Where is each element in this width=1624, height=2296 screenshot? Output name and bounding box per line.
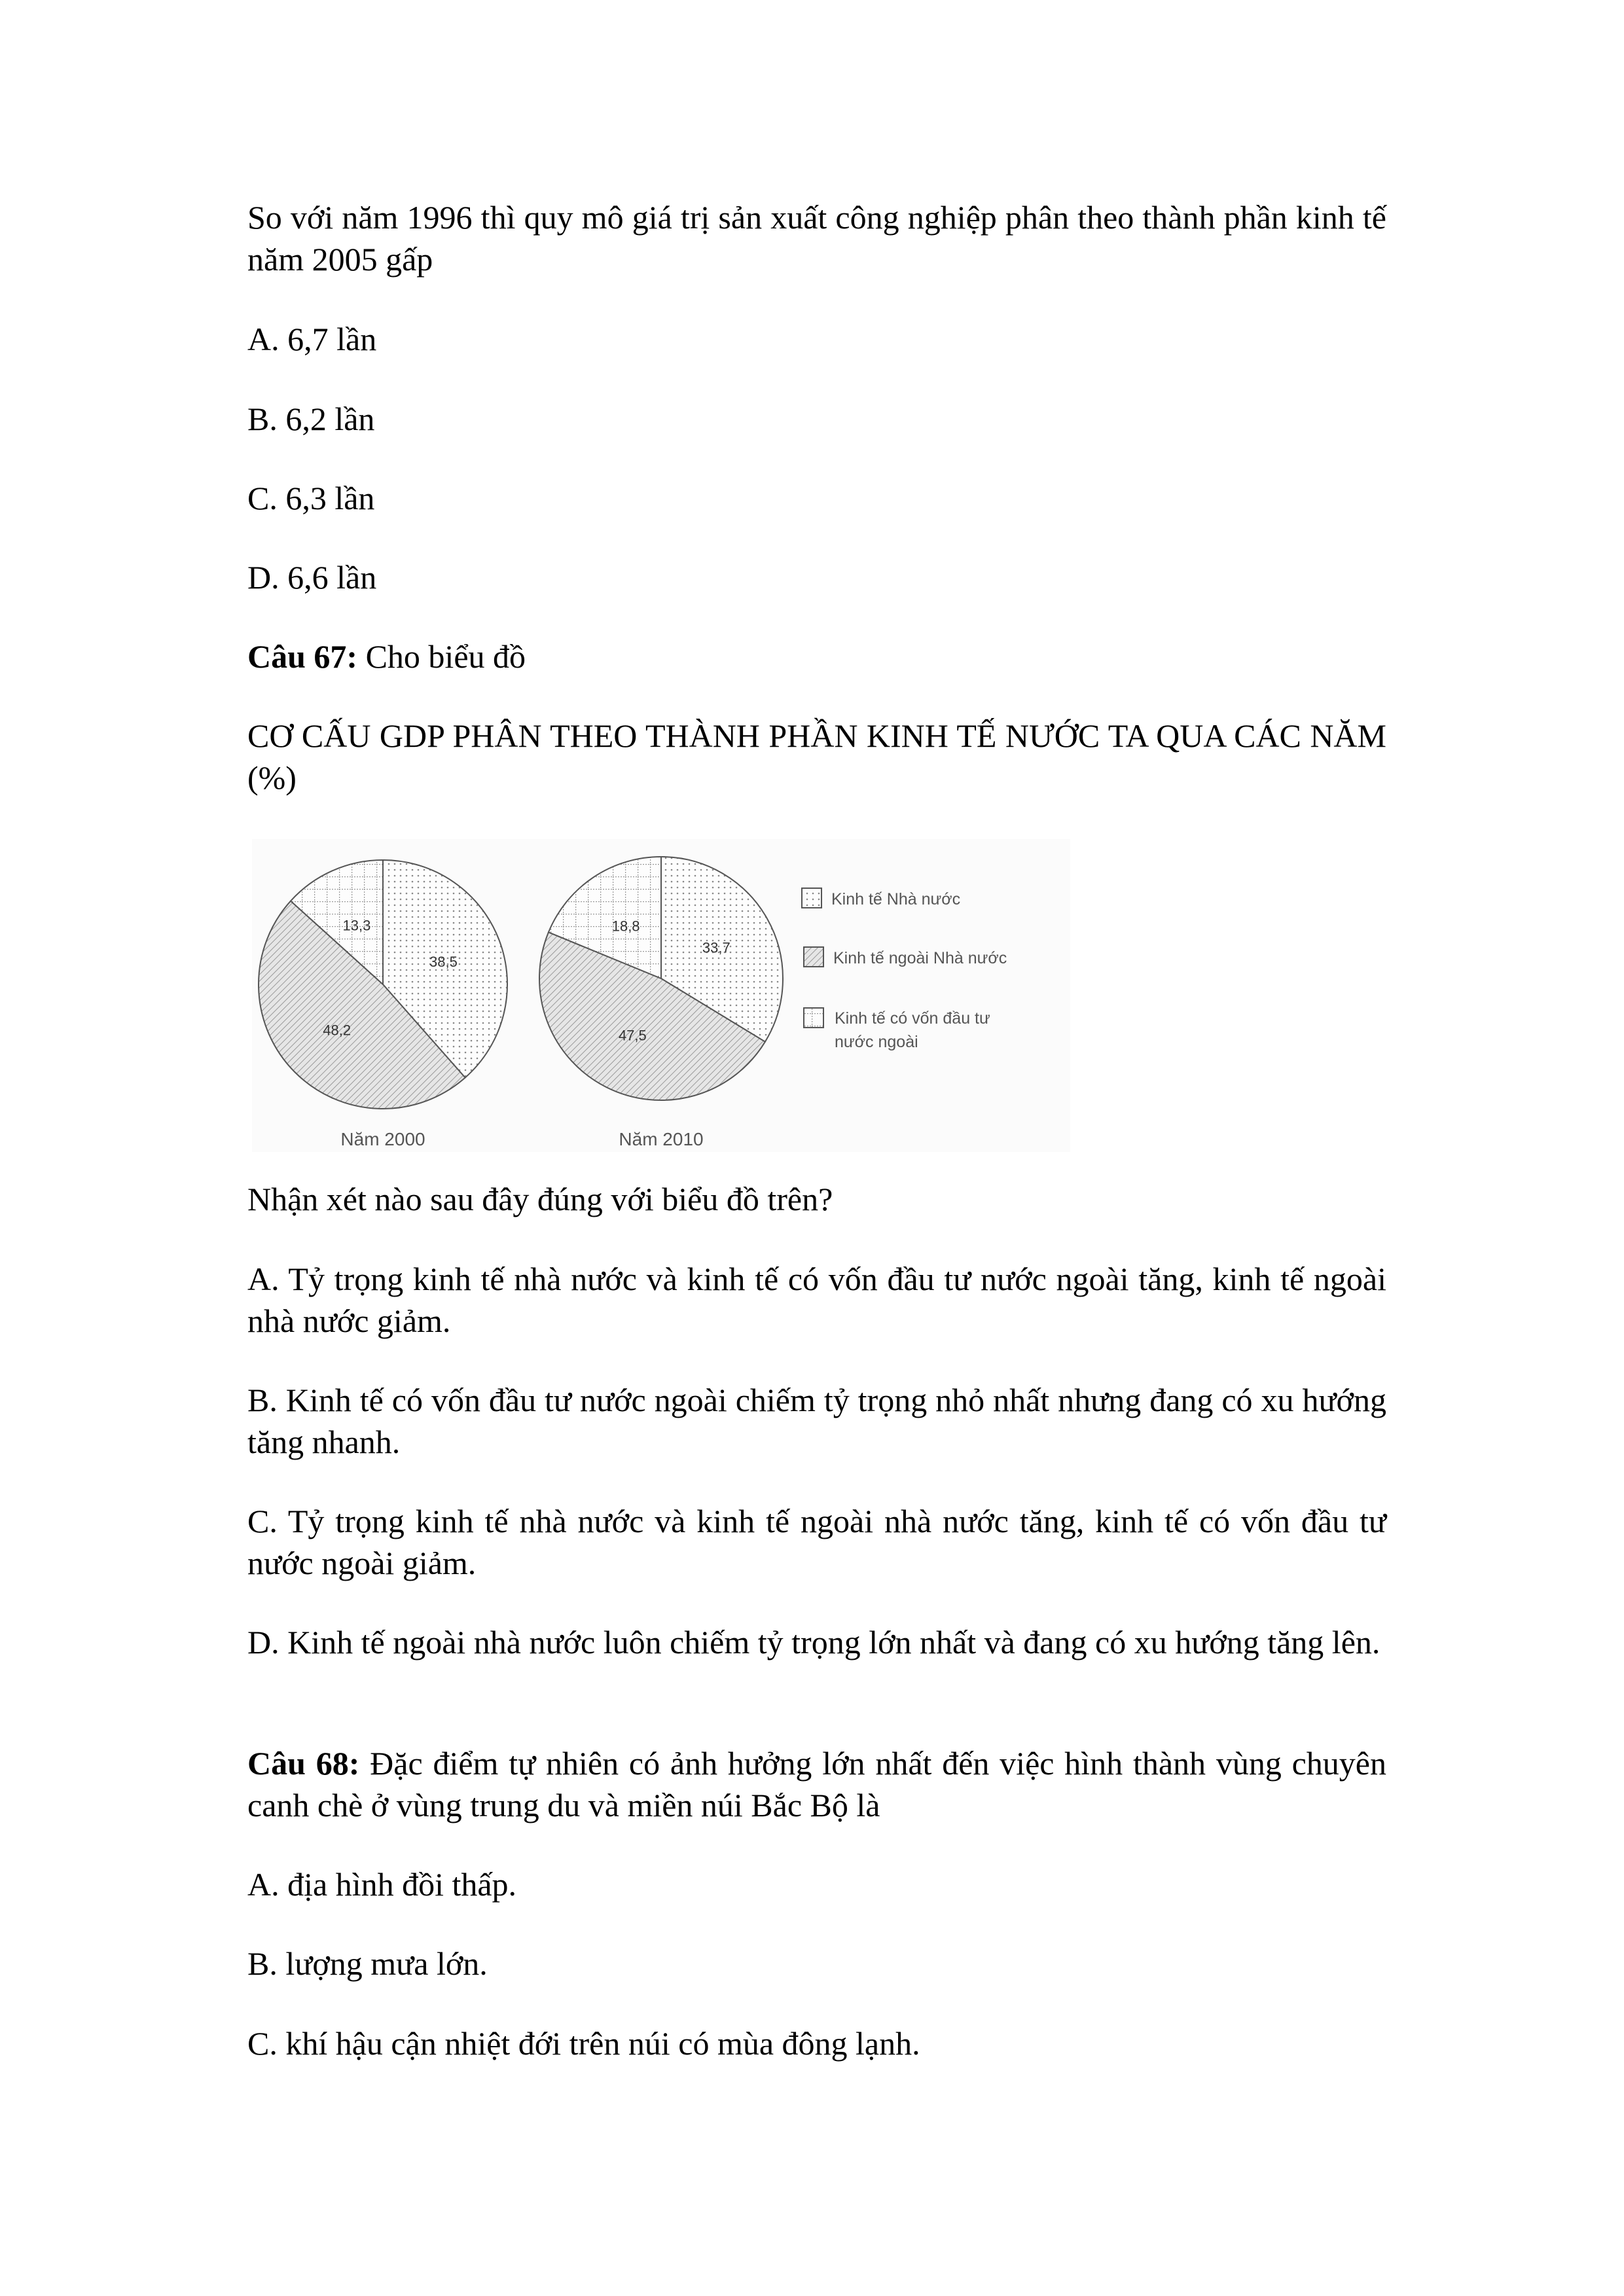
chart-legend bbox=[802, 888, 1007, 1051]
pie-chart-svg bbox=[252, 839, 1070, 1152]
q68-option-c: C. khí hậu cận nhiệt đới trên núi có mùa đông lạnh. bbox=[247, 2025, 920, 2062]
pie-2000 bbox=[259, 860, 507, 1109]
pie-2010 bbox=[539, 857, 783, 1100]
slice-fdi-value-label: 18,8 bbox=[611, 918, 640, 935]
q68-option-b: B. lượng mưa lớn. bbox=[247, 1945, 488, 1982]
legend-swatch-grid-icon bbox=[804, 1008, 823, 1028]
slice-state-value-label: 33,7 bbox=[702, 939, 731, 956]
q67-question: Nhận xét nào sau đây đúng với biểu đồ trên? bbox=[247, 1181, 833, 1217]
prev-option-d: D. 6,6 lần bbox=[247, 559, 377, 596]
q67-option-b: B. Kinh tế có vốn đầu tư nước ngoài chiếm tỷ trọng nhỏ nhất nhưng đang có xu hướng tăng nhanh. bbox=[247, 1382, 1386, 1460]
q68-number: Câu 68: bbox=[247, 1745, 360, 1782]
q67-option-a: A. Tỷ trọng kinh tế nhà nước và kinh tế có vốn đầu tư nước ngoài tăng, kinh tế ngoài nhà nước giảm. bbox=[247, 1261, 1386, 1339]
prev-option-b: B. 6,2 lần bbox=[247, 401, 375, 437]
legend-swatch-hatch-icon bbox=[804, 947, 823, 967]
q67-number: Câu 67: bbox=[247, 638, 358, 675]
prev-question-stem: So với năm 1996 thì quy mô giá trị sản xuất công nghiệp phân theo thành phần kinh tế năm 2005 gấp bbox=[247, 199, 1386, 278]
pie-2010-year-label: Năm 2010 bbox=[619, 1129, 704, 1149]
q67-option-c: C. Tỷ trọng kinh tế nhà nước và kinh tế ngoài nhà nước tăng, kinh tế có vốn đầu tư nước ngoài giảm. bbox=[247, 1503, 1386, 1581]
slice-non-state-value-label: 47,5 bbox=[618, 1027, 647, 1044]
slice-non-state-value-label: 48,2 bbox=[323, 1022, 352, 1039]
legend-label-fdi-line2: nước ngoài bbox=[835, 1033, 918, 1051]
pie-2000-year-label: Năm 2000 bbox=[340, 1129, 425, 1149]
slice-state-value-label: 38,5 bbox=[429, 954, 458, 971]
legend-label-non-state: Kinh tế ngoài Nhà nước bbox=[833, 949, 1007, 967]
q67-option-d: D. Kinh tế ngoài nhà nước luôn chiếm tỷ trọng lớn nhất và đang có xu hướng tăng lên. bbox=[247, 1624, 1380, 1660]
prev-option-c: C. 6,3 lần bbox=[247, 480, 375, 516]
prev-option-a: A. 6,7 lần bbox=[247, 321, 377, 357]
q68-option-a: A. địa hình đồi thấp. bbox=[247, 1866, 517, 1903]
legend-swatch-dots-icon bbox=[802, 888, 821, 908]
slice-fdi-value-label: 13,3 bbox=[342, 917, 371, 934]
pie-chart-figure bbox=[252, 839, 1070, 1152]
q68-stem-text: Đặc điểm tự nhiên có ảnh hưởng lớn nhất đến việc hình thành vùng chuyên canh chè ở vùng trung du và miền núi Bắc Bộ là bbox=[247, 1745, 1386, 1823]
q68-stem bbox=[247, 1742, 1386, 1826]
q67-intro: Cho biểu đồ bbox=[357, 638, 526, 675]
q67-heading bbox=[247, 636, 1386, 677]
chart-title: CƠ CẤU GDP PHÂN THEO THÀNH PHẦN KINH TẾ NƯỚC TA QUA CÁC NĂM (%) bbox=[247, 717, 1386, 796]
legend-label-state: Kinh tế Nhà nước bbox=[831, 890, 961, 908]
legend-label-fdi-line1: Kinh tế có vốn đầu tư bbox=[835, 1009, 990, 1028]
